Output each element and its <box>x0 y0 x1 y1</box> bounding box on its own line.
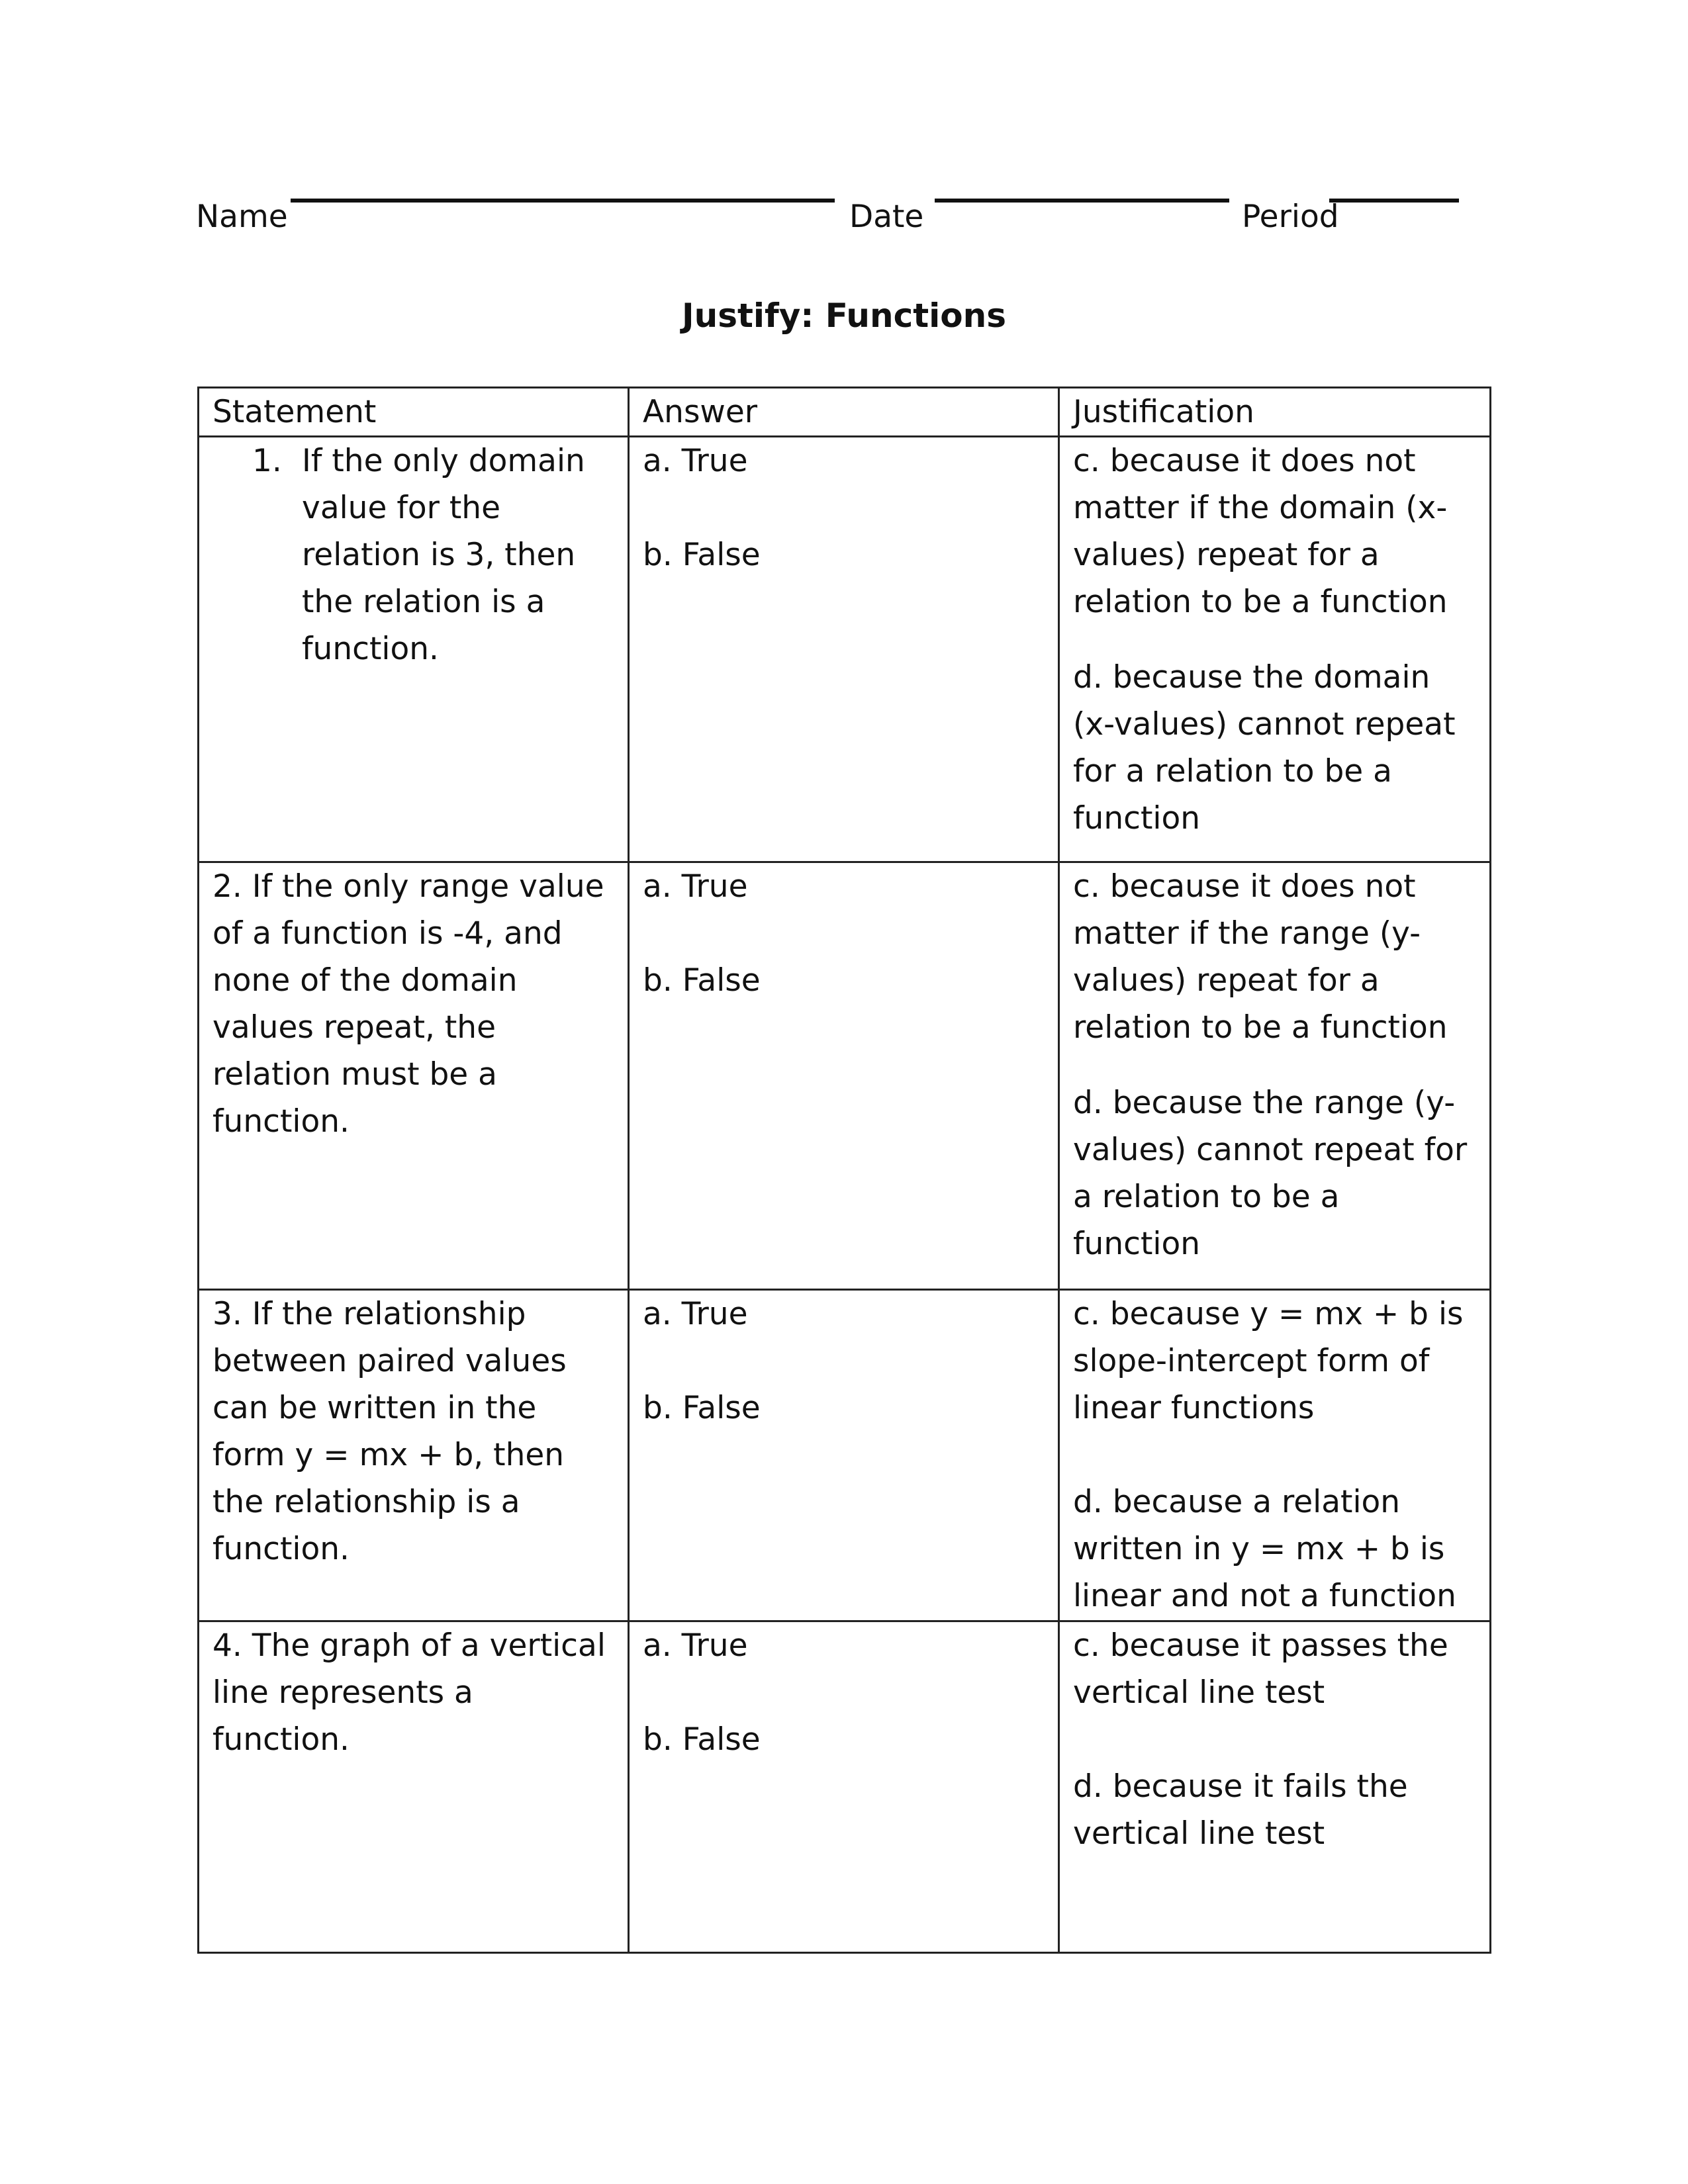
justification-option-c[interactable]: c. because it does not matter if the range (y-values) repeat for a relation to be a function <box>1073 868 1448 1046</box>
column-header-justification: Justification <box>1059 388 1491 437</box>
statement-cell: 4. The graph of a vertical line represents a function. <box>199 1621 629 1953</box>
answer-cell <box>629 862 1059 1290</box>
justification-option-d[interactable]: d. because a relation written in y = mx + b is linear and not a function <box>1073 1484 1456 1614</box>
answer-option-true[interactable]: a. True <box>643 1627 748 1664</box>
statement-cell: 3. If the relationship between paired values can be written in the form y = mx + b, then the relationship is a function. <box>199 1290 629 1621</box>
justification-option-c[interactable]: c. because it does not matter if the domain (x-values) repeat for a relation to be a function <box>1073 443 1448 620</box>
table-header-row <box>199 388 1491 437</box>
justify-table <box>197 387 1491 1954</box>
answer-option-false[interactable]: b. False <box>643 962 761 999</box>
table-row <box>199 437 1491 862</box>
column-header-statement: Statement <box>199 388 629 437</box>
statement-number: 1. <box>252 443 282 479</box>
statement-cell <box>199 437 629 862</box>
table-row <box>199 1621 1491 1953</box>
period-blank[interactable] <box>1329 199 1459 203</box>
name-blank[interactable] <box>291 199 835 203</box>
answer-option-true[interactable]: a. True <box>643 868 748 905</box>
page-title: Justify: Functions <box>682 296 1006 335</box>
justification-option-d[interactable]: d. because the domain (x-values) cannot repeat for a relation to be a function <box>1073 659 1456 837</box>
statement-cell: 2. If the only range value of a function is -4, and none of the domain values repeat, the relation must be a function. <box>199 862 629 1290</box>
table-row <box>199 1290 1491 1621</box>
justification-option-c[interactable]: c. because y = mx + b is slope-intercept form of linear functions <box>1073 1296 1464 1426</box>
answer-cell <box>629 1621 1059 1953</box>
answer-cell <box>629 437 1059 862</box>
justification-cell <box>1059 437 1491 862</box>
column-header-answer: Answer <box>629 388 1059 437</box>
justification-option-d[interactable]: d. because the range (y-values) cannot repeat for a relation to be a function <box>1073 1085 1468 1262</box>
answer-option-true[interactable]: a. True <box>643 443 748 479</box>
name-label: Name <box>196 199 288 235</box>
answer-option-true[interactable]: a. True <box>643 1296 748 1332</box>
statement-text: If the only domain value for the relation is 3, then the relation is a function. <box>302 443 585 667</box>
justification-cell <box>1059 1290 1491 1621</box>
answer-option-false[interactable]: b. False <box>643 1721 761 1758</box>
justification-cell <box>1059 1621 1491 1953</box>
answer-option-false[interactable]: b. False <box>643 537 761 573</box>
period-label: Period <box>1242 199 1339 235</box>
justification-option-c[interactable]: c. because it passes the vertical line test <box>1073 1627 1448 1711</box>
justification-option-d[interactable]: d. because it fails the vertical line test <box>1073 1768 1408 1852</box>
answer-cell <box>629 1290 1059 1621</box>
student-info-header <box>196 199 1474 251</box>
date-blank[interactable] <box>935 199 1229 203</box>
date-label: Date <box>849 199 924 235</box>
answer-option-false[interactable]: b. False <box>643 1390 761 1426</box>
justification-cell <box>1059 862 1491 1290</box>
table-row <box>199 862 1491 1290</box>
